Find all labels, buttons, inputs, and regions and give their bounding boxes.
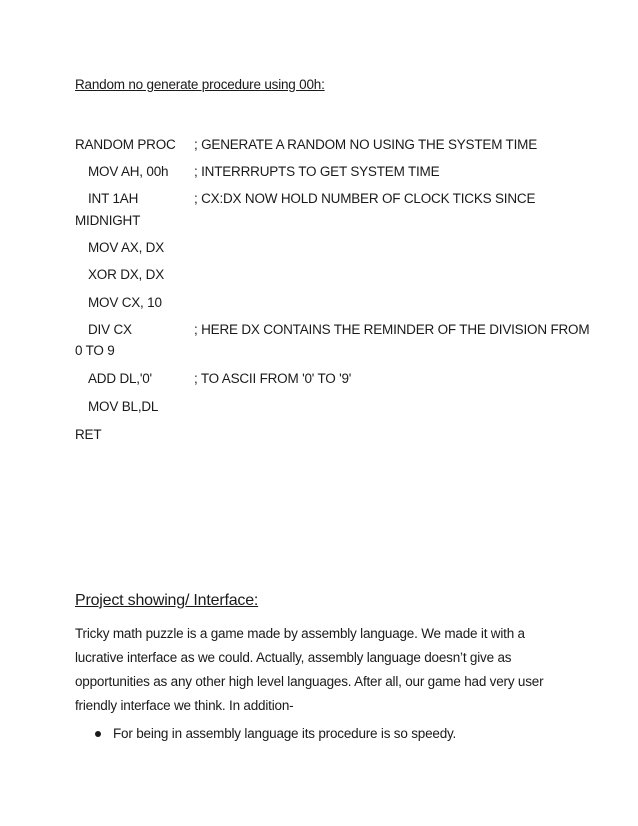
code-comment-ascii: ; TO ASCII FROM '0' TO '9': [194, 371, 352, 386]
code-instr-mov-bl: MOV BL,DL: [88, 399, 159, 414]
bullet-item-speedy: For being in assembly language its procedure is so speedy.: [113, 726, 457, 741]
code-instr-random-proc: RANDOM PROC: [75, 137, 176, 152]
paragraph-line: Tricky math puzzle is a game made by assembly language. We made it with a: [75, 626, 525, 641]
code-instr-mov-ah: MOV AH, 00h: [88, 164, 169, 179]
code-instr-add-dl: ADD DL,'0': [88, 371, 152, 386]
code-instr-mov-cx: MOV CX, 10: [88, 295, 162, 310]
paragraph-line: opportunities as any other high level languages. After all, our game had very user: [75, 674, 544, 689]
code-wrap-0-to-9: 0 TO 9: [75, 343, 115, 358]
interface-paragraph: [75, 622, 575, 718]
code-comment-interrupts: ; INTERRRUPTS TO GET SYSTEM TIME: [194, 164, 440, 179]
code-comment-generate: ; GENERATE A RANDOM NO USING THE SYSTEM TIME: [194, 137, 538, 152]
code-instr-ret: RET: [75, 427, 102, 442]
paragraph-line: lucrative interface as we could. Actually, assembly language doesn’t give as: [75, 650, 512, 665]
section-title-project-interface: Project showing/ Interface:: [75, 592, 259, 609]
code-instr-xor-dx: XOR DX, DX: [88, 267, 165, 282]
paragraph-line: friendly interface we think. In addition-: [75, 698, 294, 713]
bullet-dot-icon: [95, 731, 101, 737]
section-title-random-procedure: Random no generate procedure using 00h:: [75, 77, 325, 92]
code-instr-mov-ax: MOV AX, DX: [88, 240, 165, 255]
code-comment-cx-dx: ; CX:DX NOW HOLD NUMBER OF CLOCK TICKS SINCE: [194, 191, 536, 206]
code-wrap-midnight: MIDNIGHT: [75, 213, 141, 228]
code-instr-int: INT 1AH: [88, 191, 139, 206]
code-comment-reminder: ; HERE DX CONTAINS THE REMINDER OF THE DIVISION FROM: [194, 322, 590, 337]
code-instr-div-cx: DIV CX: [88, 322, 132, 337]
